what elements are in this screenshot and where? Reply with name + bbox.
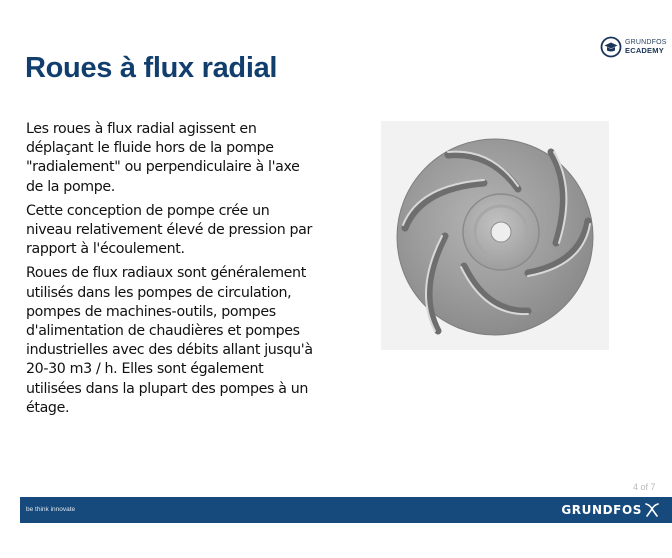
paragraph-1: Les roues à flux radial agissent en déplaçant le fluide hors de la pompe "radialement" ou perpendiculaire à l'axe de la pompe. (26, 121, 300, 195)
grundfos-x-icon (644, 503, 660, 517)
paragraph-3: Roues de flux radiaux sont généralement utilisés dans les pompes de circulation, pompes de machines-outils, pompes d'alimentation de chaudières et pompes industrielles avec des débits allant jusqu'à 20-30 m3 / h. Elles sont également utilisées dans la plupart des pompes à un étage. (26, 265, 313, 416)
slide-title: Roues à flux radial (25, 52, 278, 84)
footer-tagline: be think innovate (26, 506, 76, 513)
academy-logo-line1: GRUNDFOS (625, 39, 667, 46)
impeller-illustration (381, 121, 609, 350)
graduation-cap-icon (600, 36, 622, 58)
grundfos-ecademy-logo (600, 36, 667, 58)
impeller-photo (381, 121, 609, 350)
page-indicator: 4 of 7 (633, 482, 656, 492)
footer-bar (20, 497, 672, 523)
grundfos-wordmark: GRUNDFOS (561, 503, 642, 517)
grundfos-logo (561, 503, 660, 517)
slide-body (26, 120, 316, 423)
academy-logo-line2: ECADEMY (625, 46, 664, 55)
paragraph-2: Cette conception de pompe crée un niveau relativement élevé de pression par rapport à l'écoulement. (26, 202, 313, 258)
